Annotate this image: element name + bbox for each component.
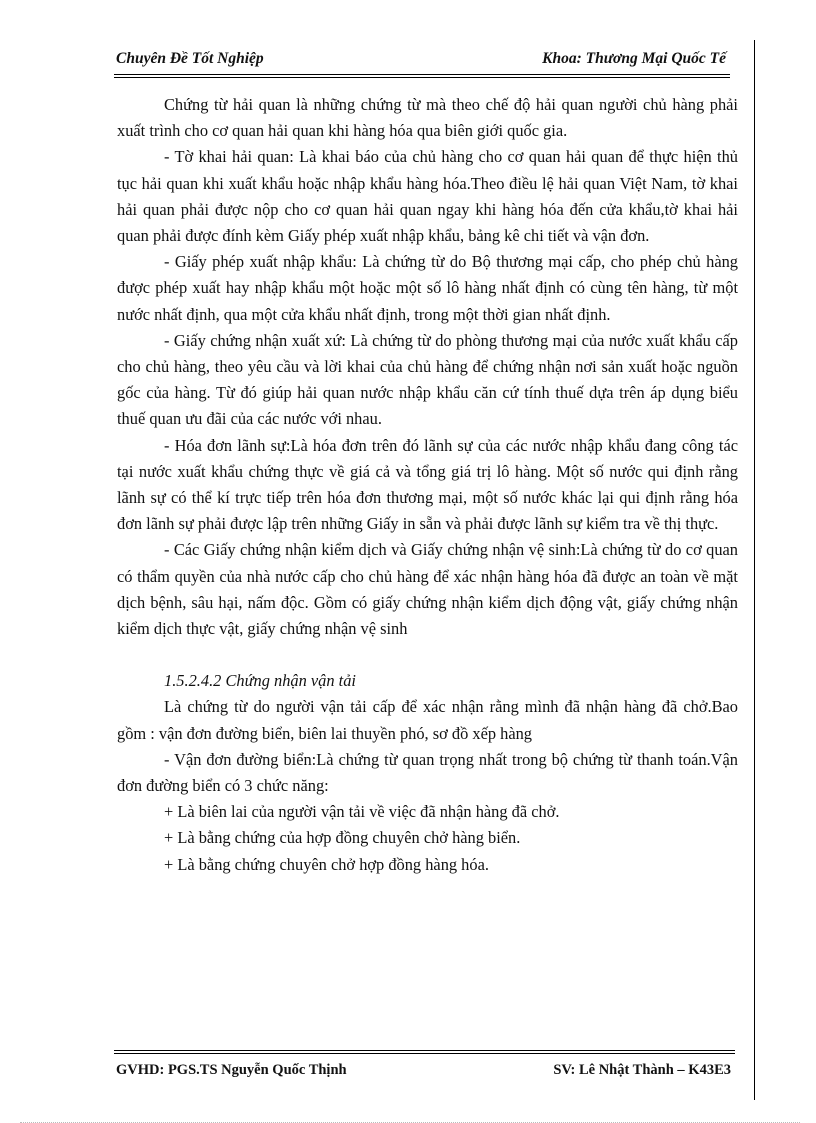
header-faculty: Khoa: Thương Mại Quốc Tế bbox=[542, 50, 726, 67]
paragraph-import-export-license: - Giấy phép xuất nhập khẩu: Là chứng từ do Bộ thương mại cấp, cho phép chủ hàng được phép xuất hay nhập khẩu một hoặc một số lô hàng nhất định có cùng tên hàng, từ một nước nhất định, qua một cửa khẩu nhất định, trong một thời gian nhất định. bbox=[117, 252, 738, 324]
page-footer bbox=[114, 1050, 735, 1084]
footer-advisor: GVHD: PGS.TS Nguyễn Quốc Thịnh bbox=[116, 1062, 347, 1078]
list-item: + Là bằng chứng chuyên chở hợp đồng hàng hóa. bbox=[164, 854, 489, 874]
paragraph-customs-documents: Chứng từ hải quan là những chứng từ mà theo chế độ hải quan người chủ hàng phải xuất trình cho cơ quan hải quan khi hàng hóa qua biên giới quốc gia. bbox=[117, 95, 738, 141]
document-body bbox=[117, 92, 738, 878]
footer-student: SV: Lê Nhật Thành – K43E3 bbox=[553, 1062, 731, 1078]
paragraph-consular-invoice: - Hóa đơn lãnh sự:Là hóa đơn trên đó lãnh sự của các nước nhập khẩu đang công tác tại nước xuất khẩu chứng thực về giá cả và tổng giá trị lô hàng. Một số nước qui định rằng lãnh sự có thể kí trực tiếp trên hóa đơn thương mại, một số nước khác lại qui định rằng hóa đơn lãnh sự phải được lập trên những Giấy in sẵn và phải được lãnh sự kiểm tra về thị thực. bbox=[117, 435, 738, 534]
paragraph-quarantine-certificates: - Các Giấy chứng nhận kiểm dịch và Giấy chứng nhận vệ sinh:Là chứng từ do cơ quan có thẩm quyền của nhà nước cấp cho chủ hàng để xác nhận hàng hóa đã được an toàn về mặt dịch bệnh, sâu hại, nấm độc. Gồm có giấy chứng nhận kiểm dịch động vật, giấy chứng nhận kiểm dịch thực vật, giấy chứng nhận vệ sinh bbox=[117, 540, 738, 639]
header-title: Chuyên Đề Tốt Nghiệp bbox=[116, 50, 264, 67]
list-item: + Là biên lai của người vận tải về việc đã nhận hàng đã chở. bbox=[164, 802, 560, 822]
paragraph-customs-declaration: - Tờ khai hải quan: Là khai báo của chủ hàng cho cơ quan hải quan để thực hiện thủ tục hải quan khi xuất khẩu hoặc nhập khẩu hàng hóa.Theo điều lệ hải quan Việt Nam, tờ khai hải quan phải được nộp cho cơ quan hải quan ngay khi hàng hóa đến cửa khẩu,tờ khai hải quan phải được đính kèm Giấy phép xuất nhập khẩu, bảng kê chi tiết và vận đơn. bbox=[117, 147, 738, 246]
paragraph-bill-of-lading: - Vận đơn đường biển:Là chứng từ quan trọng nhất trong bộ chứng từ thanh toán.Vận đơn đường biển có 3 chức năng: bbox=[117, 749, 738, 796]
page-header bbox=[114, 46, 730, 78]
paragraph-certificate-of-origin: - Giấy chứng nhận xuất xứ: Là chứng từ do phòng thương mại của nước xuất khẩu cấp cho chủ hàng, theo yêu cầu và lời khai của chủ hàng để chứng nhận nơi sản xuất hoặc nguồn gốc của hàng. Từ đó giúp hải quan nước nhập khẩu căn cứ tính thuế dựa trên áp dụng biểu thuế quan ưu đãi của các nước với nhau. bbox=[117, 330, 738, 429]
list-item: + Là bằng chứng của hợp đồng chuyên chở hàng biển. bbox=[164, 828, 521, 848]
section-subheading: 1.5.2.4.2 Chứng nhận vận tải bbox=[164, 671, 356, 691]
paragraph-transport-certificates: Là chứng từ do người vận tải cấp để xác nhận rằng mình đã nhận hàng đã chở.Bao gồm : vận đơn đường biển, biên lai thuyền phó, sơ đồ xếp hàng bbox=[117, 697, 738, 743]
